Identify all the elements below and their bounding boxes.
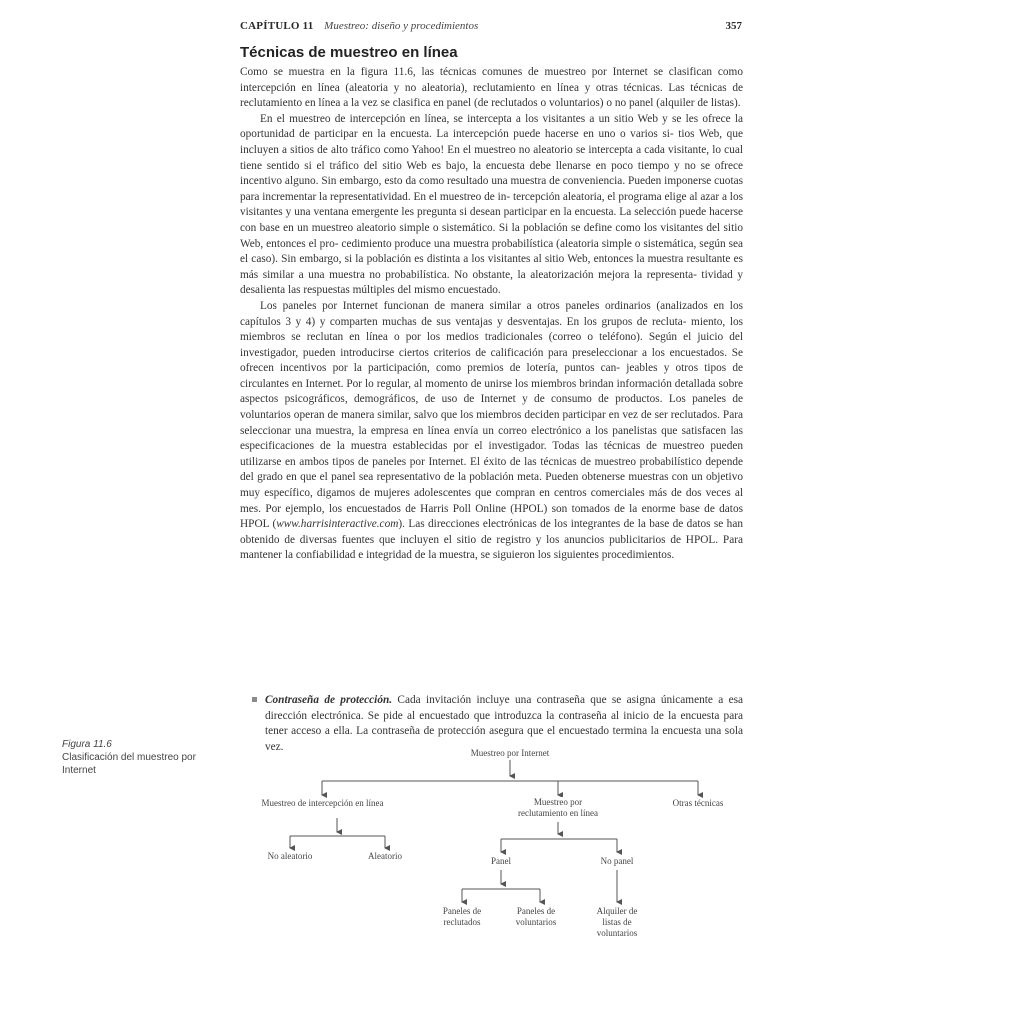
hpol-url: www.harrisinteractive.com <box>276 518 399 531</box>
figure-number: Figura 11.6 <box>62 739 112 750</box>
bullet-body: Cada invitación incluye una contraseña que se asigna únicamente a esa dirección electrónica. Se pide al encuestado que introduzca la contraseña al inicio de la encuesta para tener acceso a ella. La contraseña de protección asegura que el encuestado termina la encuesta una sola vez. <box>265 694 743 753</box>
node-recruited-panels: Paneles de reclutados <box>428 906 496 928</box>
bullet-text <box>265 693 743 755</box>
node-list-rental: Alquiler de listas de voluntarios <box>587 906 647 939</box>
bullet-square-icon <box>252 697 257 702</box>
page-number: 357 <box>725 20 742 32</box>
chapter-subtitle: Muestreo: diseño y procedimientos <box>324 20 479 32</box>
chapter-label: CAPÍTULO 11 <box>240 20 314 32</box>
node-nonrandom: No aleatorio <box>258 851 322 862</box>
body-text <box>240 65 743 564</box>
node-nonpanel: No panel <box>588 856 646 867</box>
paragraph-2: En el muestreo de intercepción en línea, se intercepta a los visitantes a un sitio Web y se les ofrece la oportunidad de participar en la encuesta. La intercepción puede hacerse en uno o varios si- tios Web, que incluyen a sitios de alto tráfico como Yahoo! En el muestreo no aleatorio se intercepta a cada visitante, lo cual tiene sentido si el tráfico del sitio Web es bajo, la encuesta debe llenarse en poco tiempo y no se ofrece incentivo alguno. Sin embargo, esto da como resultado una muestra de conveniencia. Pueden imponerse cuotas para incrementar la representatividad. En el muestreo de in- tercepción aleatoria, el programa elige al azar a los visitantes y una ventana emergente les pregunta si desean participar en la encuesta. La selección puede hacerse con base en un muestreo aleatorio simple o sistemático. Si la población se define como los visitantes del sitio Web, entonces el pro- cedimiento produce una muestra probabilística (aleatoria simple o sistemática, según sea el caso). Sin embargo, si la población es distinta a los visitantes al sitio Web, entonces la muestra resultante es más similar a una muestra no probabilística. No obstante, la aleatorización mejora la representa- tividad y desalienta las respuestas múltiples del mismo encuestado. <box>240 112 743 297</box>
bullet-item <box>252 693 743 755</box>
paragraph-3 <box>240 299 743 564</box>
node-panel: Panel <box>481 856 521 867</box>
running-header <box>240 20 742 36</box>
node-random: Aleatorio <box>358 851 412 862</box>
paragraph-3-tail: ). Las direcciones electrónicas de los integrantes de la base de datos se han obtenido de diversas fuentes que incluyen el sitio de registro y los anuncios publicitarios de HPOL. Para mantener la confiabilidad e integridad de la muestra, se siguieron los siguientes procedimientos. <box>240 518 743 562</box>
figure-caption: Clasificación del muestreo por Internet <box>62 752 196 776</box>
node-root: Muestreo por Internet <box>445 748 575 759</box>
node-intercept: Muestreo de intercepción en línea <box>245 798 400 809</box>
paragraph-1: Como se muestra en la figura 11.6, las técnicas comunes de muestreo por Internet se clasifican como intercepción en línea (aleatoria y no aleatoria), reclutamiento en línea y otras técnicas. Las técnicas de reclutamiento en línea a la vez se clasifica en panel (de reclutados o voluntarios) o no panel (alquiler de listas). <box>240 66 743 110</box>
node-other: Otras técnicas <box>660 798 736 809</box>
bullet-lead: Contraseña de protección. <box>265 694 393 706</box>
paragraph-3-text: Los paneles por Internet funcionan de manera similar a otros paneles ordinarios (analizados en los capítulos 3 y 4) y comparten muchas de sus ventajas y desventajas. En los grupos de recluta- miento, los miembros se reclutan en línea o por los medios tradicionales (correo o teléfono). Según el juicio del investigador, pueden introducirse ciertos criterios de calificación para preseleccionar a los encuestados. Se ofrecen incentivos por la participación, como premios de lotería, puntos can- jeables y otros tipos de circulantes en Internet. Por lo regular, al momento de unirse los miembros brindan información detallada sobre aspectos psicográficos, demográficos, de uso de Internet y de consumo de productos. Los paneles de voluntarios operan de manera similar, salvo que los miembros deciden participar en vez de ser reclutados. Para seleccionar una muestra, la empresa en línea envía un correo electrónico a los panelistas que satisfacen las especificaciones de la muestra establecidas por el investigador. Todas las técnicas de muestreo pueden utilizarse en ambos tipos de paneles por Internet. El éxito de las técnicas de muestreo probabilístico depende del grado en que el panel sea representativo de la población meta. Pueden obtenerse muestras con un objetivo muy específico, digamos de mujeres adolescentes que compran en centros comerciales más de dos veces al mes. Por ejemplo, los encuestados de Harris Poll Online (HPOL) son tomados de la enorme base de datos HPOL ( <box>240 299 743 531</box>
node-volunteer-panels: Paneles de voluntarios <box>509 906 563 928</box>
section-title: Técnicas de muestreo en línea <box>240 44 458 61</box>
node-recruit: Muestreo por reclutamiento en línea <box>510 797 606 819</box>
figure-label <box>62 738 212 777</box>
